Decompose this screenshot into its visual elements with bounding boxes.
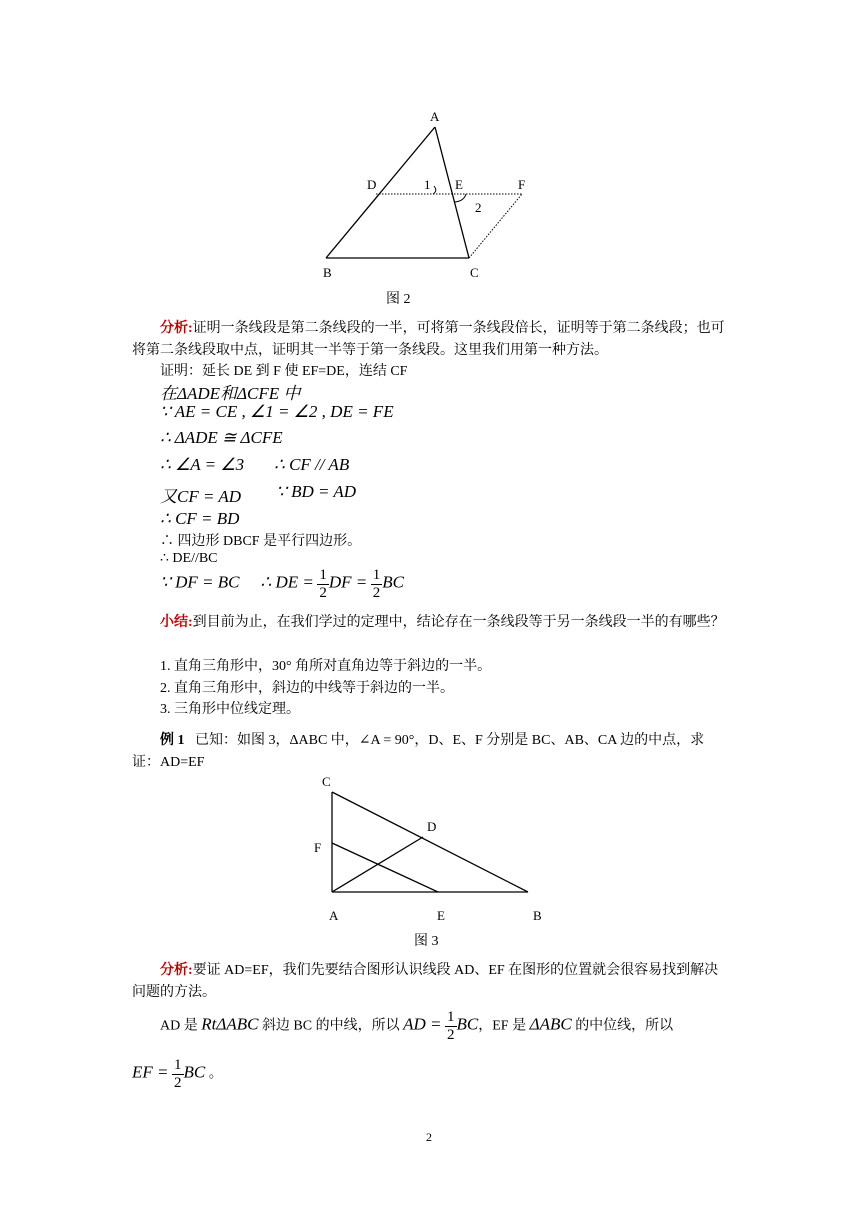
summary-item-2: 2. 直角三角形中，斜边的中线等于斜边的一半。 (160, 681, 454, 696)
point-a-label: A (329, 908, 339, 923)
proof-line-1: 在ΔADE和ΔCFE 中 (160, 384, 301, 403)
analysis-2-line-1f: ，EF 是 (478, 1018, 527, 1034)
analysis-2-line-1e: BC (456, 1014, 479, 1034)
proof-line-9b: ∴ DE = (260, 572, 314, 592)
proof-line-5b: ∵ BD = AD (276, 482, 357, 501)
figure-3 (305, 770, 565, 930)
point-f-label: F (314, 840, 322, 855)
fraction-half: $\frac{1}{2}$ (174, 1057, 182, 1091)
analysis-2-line-1c: 斜边 BC 的中线，所以 (261, 1018, 400, 1034)
proof-line-6: ∴ CF = BD (160, 509, 240, 528)
summary-text: 到目前为止，在我们学过的定理中，结论存在一条线段等于另一条线段一半的有哪些？ (192, 615, 725, 630)
analysis-2-line-2c: 。 (208, 1066, 223, 1082)
figure-2-caption: 图 2 (386, 292, 411, 307)
point-e-label: E (437, 908, 445, 923)
figure-2 (300, 105, 560, 285)
analysis-2-line-2a: EF = (132, 1062, 169, 1082)
proof-line-7: ∴ 四边形 DBCF 是平行四边形。 (160, 534, 362, 549)
proof-intro: 证明：延长 DE 到 F 使 EF=DE，连结 CF (160, 364, 408, 379)
proof-line-4a: ∴ ∠A = ∠3 (160, 455, 245, 474)
page-number: 2 (426, 1130, 432, 1144)
analysis-1-text: 证明一条线段是第二条线段的一半，可将第一条线段倍长，证明等于第二条线段；也可将第二条线段取中点，证明其一半等于第一条线段。这里我们用第一种方法。 (132, 321, 725, 358)
example-1 (132, 730, 732, 774)
point-e-label: E (455, 177, 463, 192)
point-d-label: D (427, 819, 437, 834)
angle-1-arc (433, 186, 436, 194)
example-1-text: 已知：如图 3，ΔABC 中，∠A = 90°，D、E、F 分别是 BC、AB、CA 边的中点，求证：AD=EF (132, 733, 705, 770)
analysis-1 (132, 318, 732, 362)
analysis-2-line-1 (160, 1010, 673, 1043)
summary (132, 612, 732, 634)
proof-line-2: ∵ AE = CE , ∠1 = ∠2 , DE = FE (160, 402, 394, 421)
analysis-2-line-1a: AD 是 (160, 1018, 198, 1034)
analysis-2-line-2b: BC (183, 1062, 206, 1082)
point-d-label: D (367, 177, 377, 192)
analysis-2 (132, 960, 732, 1004)
proof-line-3: ∴ ΔADE ≅ ΔCFE (160, 428, 283, 447)
analysis-2-text: 要证 AD=EF，我们先要结合图形认识线段 AD、EF 在图形的位置就会很容易找到解决问题的方法。 (132, 963, 719, 1000)
point-b-label: B (323, 265, 332, 280)
angle-2-label: 2 (475, 200, 482, 215)
point-a-label: A (430, 109, 440, 124)
analysis-1-label: 分析: (160, 321, 193, 336)
segment-cb (332, 792, 528, 892)
point-f-label: F (518, 177, 526, 192)
segment-ac (435, 127, 469, 258)
proof-line-9d: BC (382, 572, 404, 592)
summary-item-1: 1. 直角三角形中，30° 角所对直角边等于斜边的一半。 (160, 659, 492, 674)
analysis-2-line-1b: RtΔABC (201, 1014, 259, 1034)
summary-label: 小结: (160, 615, 193, 630)
analysis-2-line-1h: 的中位线，所以 (575, 1018, 674, 1034)
analysis-2-label: 分析: (160, 963, 193, 978)
fraction-half: $\frac{1}{2}$ (372, 567, 381, 601)
figure-3-caption: 图 3 (414, 934, 439, 949)
proof-line-5a: 又CF = AD (160, 487, 242, 506)
analysis-2-line-1d: AD = (403, 1014, 442, 1034)
point-b-label: B (533, 908, 542, 923)
point-c-label: C (470, 265, 479, 280)
angle-1-label: 1 (424, 177, 431, 192)
fraction-half: $\frac{1}{2}$ (319, 567, 327, 601)
segment-fe (332, 843, 438, 892)
proof-line-4b: ∴ CF // AB (274, 455, 350, 474)
analysis-2-line-2 (132, 1058, 223, 1091)
example-1-label: 例 1 (160, 733, 185, 748)
point-c-label: C (322, 774, 331, 789)
analysis-2-line-1g: ΔABC (529, 1014, 572, 1034)
proof-line-9a: ∵ DF = BC (160, 572, 240, 592)
fraction-half: $\frac{1}{2}$ (447, 1009, 455, 1043)
segment-ab (326, 127, 435, 258)
summary-item-3: 3. 三角形中位线定理。 (160, 702, 300, 717)
proof-line-9 (160, 568, 404, 601)
proof-line-8: ∴ DE//BC (160, 551, 218, 566)
angle-2-arc (455, 194, 466, 202)
proof-line-9c: DF = (328, 572, 368, 592)
